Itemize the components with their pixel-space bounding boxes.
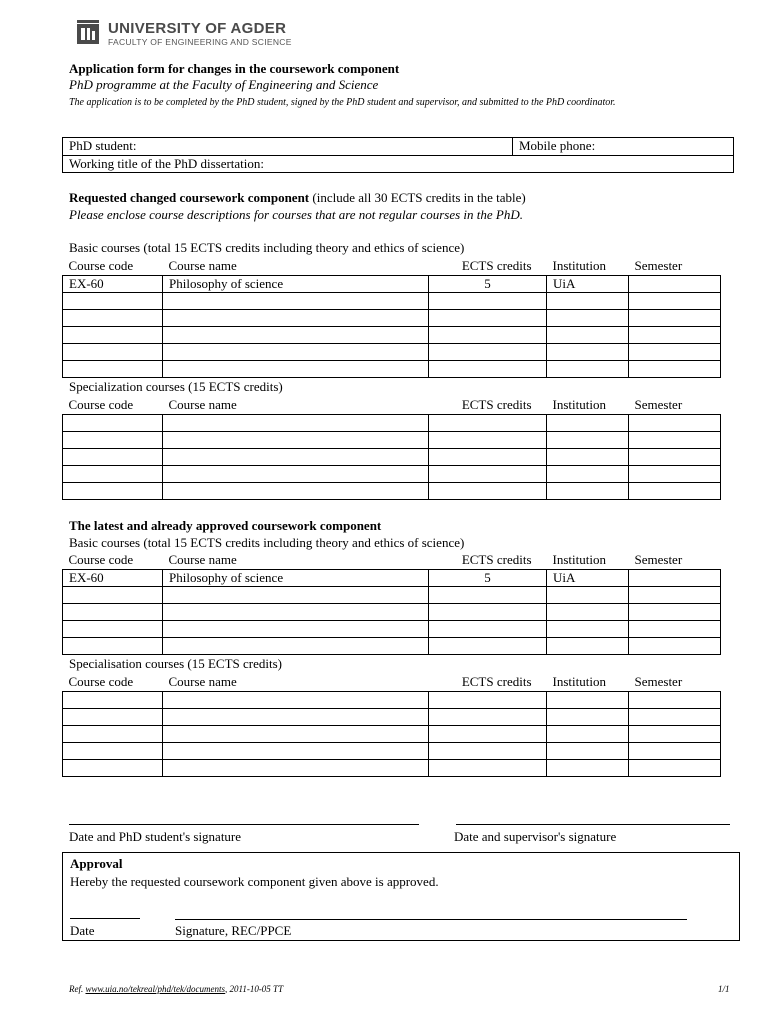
approval-title: Approval (70, 856, 123, 871)
footer-reference (69, 984, 283, 994)
course-code-cell[interactable] (63, 431, 163, 448)
dissertation-title-label[interactable]: Working title of the PhD dissertation: (69, 156, 265, 171)
table-row (63, 569, 721, 586)
table-row (63, 275, 721, 292)
approval-signature-label: Signature, REC/PPCE (175, 923, 292, 938)
col-header-code: Course code (63, 258, 163, 275)
semester-cell[interactable] (629, 586, 721, 603)
col-header-semester: Semester (629, 674, 721, 691)
col-header-semester: Semester (629, 552, 721, 569)
course-name-cell[interactable] (163, 637, 429, 654)
course-name-cell[interactable] (163, 482, 429, 499)
requested-instruction: Please enclose course descriptions for courses that are not regular courses in the PhD. (69, 207, 523, 222)
institution-cell[interactable] (547, 725, 629, 742)
semester-cell[interactable] (629, 482, 721, 499)
institution-cell[interactable] (547, 742, 629, 759)
course-name-cell[interactable] (163, 343, 429, 360)
approved-spec-caption: Specialisation courses (15 ECTS credits) (69, 656, 283, 671)
approved-basic-caption: Basic courses (total 15 ECTS credits including theory and ethics of science) (69, 535, 465, 550)
table-row (63, 482, 721, 499)
ects-cell[interactable] (429, 343, 547, 360)
table-row (63, 586, 721, 603)
requested-spec-table (62, 397, 721, 500)
institution-cell[interactable] (547, 603, 629, 620)
approval-box (62, 852, 740, 941)
page-number: 1/1 (718, 984, 730, 994)
ects-cell[interactable] (429, 326, 547, 343)
institution-cell[interactable] (547, 620, 629, 637)
course-code-cell[interactable] (63, 292, 163, 309)
semester-cell[interactable] (629, 448, 721, 465)
table-row (63, 725, 721, 742)
course-name-cell[interactable] (163, 448, 429, 465)
footer-ref-suffix: , 2011-10-05 TT (224, 984, 284, 994)
ects-cell[interactable] (429, 586, 547, 603)
table-header-row (63, 258, 721, 275)
course-name-cell[interactable]: Philosophy of science (163, 275, 429, 292)
table-row (63, 603, 721, 620)
course-code-cell[interactable] (63, 482, 163, 499)
table-row (63, 620, 721, 637)
course-name-cell[interactable] (163, 465, 429, 482)
semester-cell[interactable] (629, 603, 721, 620)
ects-cell[interactable] (429, 309, 547, 326)
col-header-institution: Institution (547, 674, 629, 691)
course-code-cell[interactable] (63, 414, 163, 431)
col-header-ects: ECTS credits (429, 552, 547, 569)
table-row (63, 343, 721, 360)
supervisor-signature-line[interactable] (456, 824, 730, 825)
ects-cell[interactable] (429, 465, 547, 482)
ects-cell[interactable] (429, 620, 547, 637)
ects-cell[interactable]: 5 (429, 275, 547, 292)
course-code-cell[interactable] (63, 759, 163, 776)
col-header-code: Course code (63, 552, 163, 569)
semester-cell[interactable] (629, 431, 721, 448)
col-header-semester: Semester (629, 397, 721, 414)
footer-ref-link[interactable]: www.uia.no/tekreal/phd/tek/documents (85, 984, 225, 994)
institution-cell[interactable] (547, 292, 629, 309)
student-signature-line[interactable] (69, 824, 419, 825)
semester-cell[interactable] (629, 637, 721, 654)
course-name-cell[interactable] (163, 414, 429, 431)
student-signature-label: Date and PhD student's signature (69, 829, 242, 844)
institution-cell[interactable] (547, 586, 629, 603)
course-code-cell[interactable] (63, 448, 163, 465)
col-header-name: Course name (163, 674, 429, 691)
course-code-cell[interactable] (63, 309, 163, 326)
col-header-institution: Institution (547, 258, 629, 275)
col-header-institution: Institution (547, 397, 629, 414)
ects-cell[interactable] (429, 360, 547, 377)
course-code-cell[interactable] (63, 742, 163, 759)
course-name-cell[interactable] (163, 326, 429, 343)
semester-cell[interactable] (629, 360, 721, 377)
ects-cell[interactable] (429, 414, 547, 431)
col-header-ects: ECTS credits (429, 674, 547, 691)
institution-cell[interactable] (547, 691, 629, 708)
course-name-cell[interactable] (163, 360, 429, 377)
semester-cell[interactable] (629, 708, 721, 725)
requested-basic-table (62, 258, 721, 378)
institution-cell[interactable] (547, 708, 629, 725)
ects-cell[interactable] (429, 448, 547, 465)
institution-cell[interactable] (547, 637, 629, 654)
course-name-cell[interactable] (163, 691, 429, 708)
student-info-row (63, 138, 733, 156)
table-header-row (63, 552, 721, 569)
ects-cell[interactable] (429, 708, 547, 725)
col-header-ects: ECTS credits (429, 258, 547, 275)
table-row (63, 292, 721, 309)
course-name-cell[interactable] (163, 292, 429, 309)
col-header-code: Course code (63, 674, 163, 691)
form-title: Application form for changes in the coursework component (69, 61, 400, 76)
semester-cell[interactable] (629, 742, 721, 759)
approval-text: Hereby the requested coursework component given above is approved. (70, 874, 439, 889)
ects-cell[interactable] (429, 759, 547, 776)
institution-cell[interactable] (547, 759, 629, 776)
semester-cell[interactable] (629, 465, 721, 482)
institution-cell[interactable] (547, 448, 629, 465)
course-code-cell[interactable] (63, 343, 163, 360)
course-name-cell[interactable] (163, 725, 429, 742)
ects-cell[interactable] (429, 637, 547, 654)
semester-cell[interactable] (629, 292, 721, 309)
course-code-cell[interactable] (63, 725, 163, 742)
semester-cell[interactable] (629, 620, 721, 637)
course-name-cell[interactable] (163, 620, 429, 637)
table-row (63, 691, 721, 708)
table-row (63, 465, 721, 482)
semester-cell[interactable] (629, 691, 721, 708)
ects-cell[interactable] (429, 691, 547, 708)
institution-cell[interactable] (547, 414, 629, 431)
table-row (63, 414, 721, 431)
table-row (63, 448, 721, 465)
col-header-semester: Semester (629, 258, 721, 275)
table-row (63, 431, 721, 448)
course-code-cell[interactable]: EX-60 (63, 275, 163, 292)
table-row (63, 309, 721, 326)
ects-cell[interactable] (429, 482, 547, 499)
requested-heading-rest: (include all 30 ECTS credits in the table) (309, 190, 526, 205)
approval-date-line[interactable] (70, 918, 140, 919)
table-row (63, 708, 721, 725)
requested-basic-caption: Basic courses (total 15 ECTS credits including theory and ethics of science) (69, 240, 465, 255)
course-name-cell[interactable]: Philosophy of science (163, 569, 429, 586)
course-code-cell[interactable]: EX-60 (63, 569, 163, 586)
course-name-cell[interactable] (163, 742, 429, 759)
col-header-name: Course name (163, 258, 429, 275)
ects-cell[interactable]: 5 (429, 569, 547, 586)
approval-signature-line[interactable] (175, 919, 687, 920)
faculty-name: FACULTY OF ENGINEERING AND SCIENCE (108, 37, 292, 47)
requested-spec-caption: Specialization courses (15 ECTS credits) (69, 379, 283, 394)
ects-cell[interactable] (429, 431, 547, 448)
course-code-cell[interactable] (63, 603, 163, 620)
col-header-code: Course code (63, 397, 163, 414)
form-subtitle: PhD programme at the Faculty of Engineering and Science (69, 77, 379, 92)
institution-cell[interactable] (547, 465, 629, 482)
institution-cell[interactable]: UiA (547, 275, 629, 292)
info-divider (512, 138, 513, 156)
course-code-cell[interactable] (63, 691, 163, 708)
phd-student-label[interactable]: PhD student: (69, 138, 137, 153)
table-row (63, 637, 721, 654)
approved-spec-table (62, 674, 721, 777)
semester-cell[interactable] (629, 275, 721, 292)
semester-cell[interactable] (629, 414, 721, 431)
course-code-cell[interactable] (63, 708, 163, 725)
table-header-row (63, 397, 721, 414)
table-row (63, 360, 721, 377)
requested-heading-bold: Requested changed coursework component (69, 190, 310, 205)
supervisor-signature-label: Date and supervisor's signature (454, 829, 617, 844)
table-row (63, 759, 721, 776)
col-header-institution: Institution (547, 552, 629, 569)
approved-basic-table (62, 552, 721, 655)
col-header-name: Course name (163, 397, 429, 414)
course-code-cell[interactable] (63, 620, 163, 637)
col-header-name: Course name (163, 552, 429, 569)
course-name-cell[interactable] (163, 759, 429, 776)
approved-heading: The latest and already approved coursework component (69, 518, 382, 533)
ects-cell[interactable] (429, 603, 547, 620)
course-name-cell[interactable] (163, 586, 429, 603)
semester-cell[interactable] (629, 309, 721, 326)
footer-ref-prefix: Ref. (69, 984, 86, 994)
institution-cell[interactable] (547, 431, 629, 448)
institution-cell[interactable]: UiA (547, 569, 629, 586)
institution-cell[interactable] (547, 482, 629, 499)
ects-cell[interactable] (429, 742, 547, 759)
institution-cell[interactable] (547, 343, 629, 360)
university-logo-icon (77, 20, 99, 44)
mobile-phone-label[interactable]: Mobile phone: (519, 138, 596, 153)
org-name: UNIVERSITY OF AGDER (108, 20, 287, 37)
institution-cell[interactable] (547, 309, 629, 326)
institution-cell[interactable] (547, 326, 629, 343)
student-info-box (62, 137, 734, 173)
course-name-cell[interactable] (163, 603, 429, 620)
course-code-cell[interactable] (63, 326, 163, 343)
table-row (63, 326, 721, 343)
col-header-ects: ECTS credits (429, 397, 547, 414)
course-name-cell[interactable] (163, 708, 429, 725)
course-code-cell[interactable] (63, 360, 163, 377)
ects-cell[interactable] (429, 292, 547, 309)
course-name-cell[interactable] (163, 431, 429, 448)
table-row (63, 742, 721, 759)
semester-cell[interactable] (629, 759, 721, 776)
semester-cell[interactable] (629, 343, 721, 360)
ects-cell[interactable] (429, 725, 547, 742)
form-note: The application is to be completed by the PhD student, signed by the PhD student and supervisor, and submitted to the PhD coordinator. (69, 97, 616, 108)
course-code-cell[interactable] (63, 586, 163, 603)
institution-cell[interactable] (547, 360, 629, 377)
semester-cell[interactable] (629, 725, 721, 742)
course-code-cell[interactable] (63, 465, 163, 482)
approval-date-label: Date (70, 923, 95, 938)
semester-cell[interactable] (629, 569, 721, 586)
requested-heading (69, 190, 526, 206)
semester-cell[interactable] (629, 326, 721, 343)
table-header-row (63, 674, 721, 691)
course-name-cell[interactable] (163, 309, 429, 326)
course-code-cell[interactable] (63, 637, 163, 654)
